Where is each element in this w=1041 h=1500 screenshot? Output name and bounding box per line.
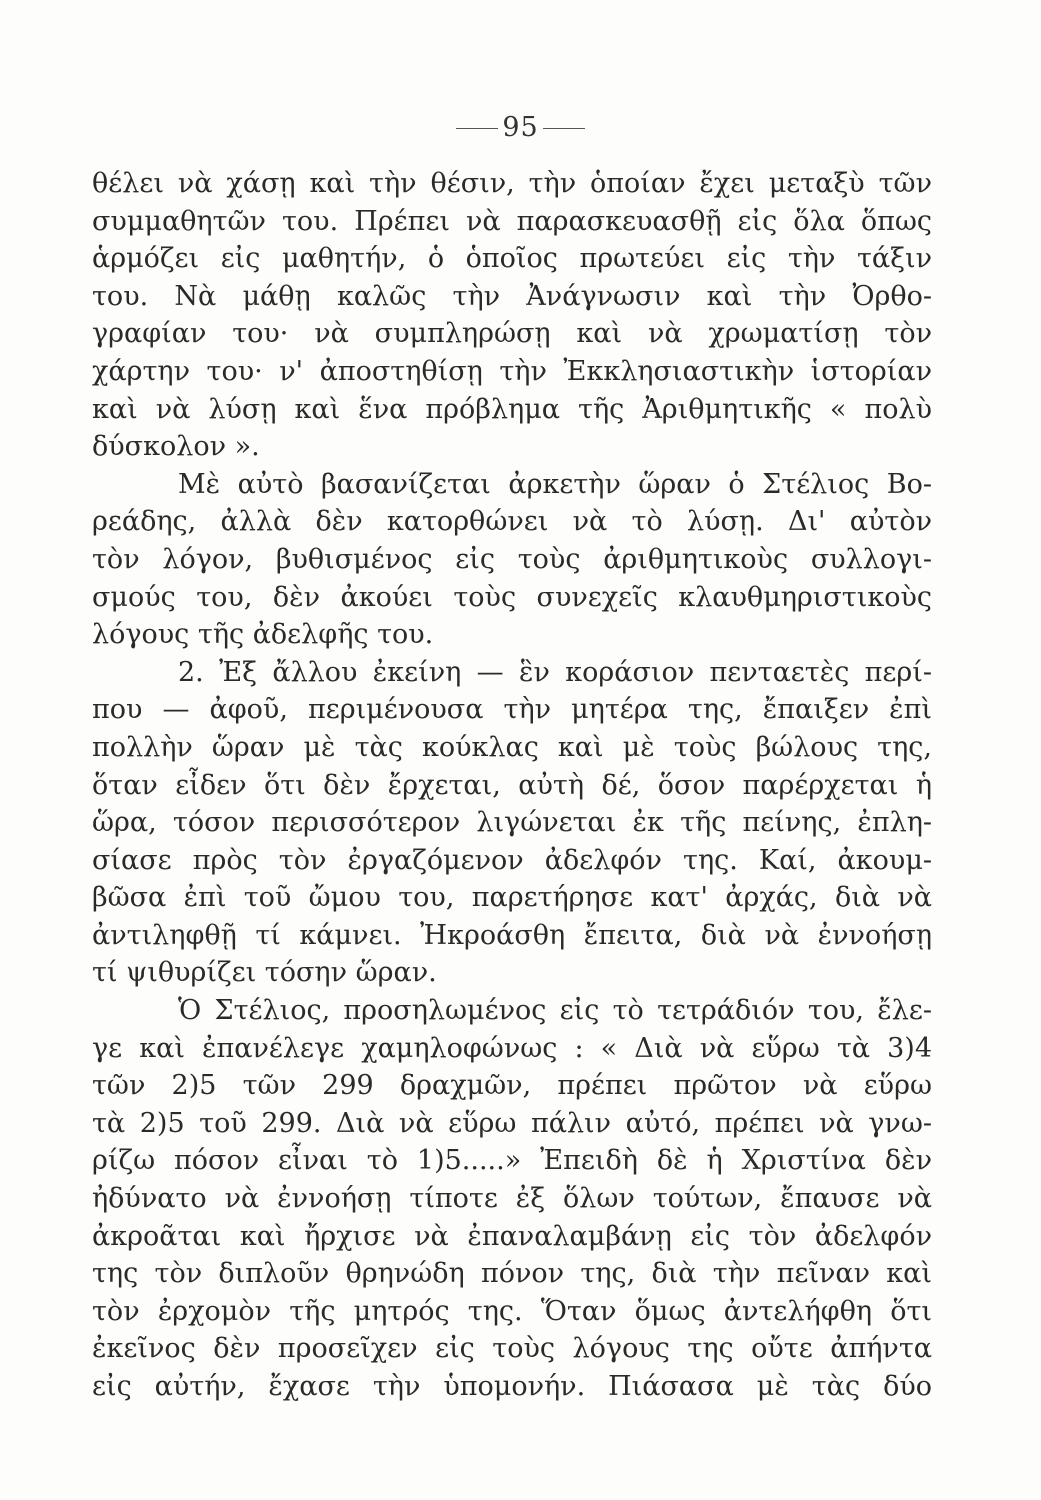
text-line: ρίζω πόσον εἶναι τὸ 1)5.....» Ἐπειδὴ δὲ ἡ Χριστίνα δὲν (92, 1145, 932, 1177)
text-line: εἰς αὐτήν, ἔχασε τὴν ὑπομονήν. Πιάσασα μὲ τὰς δύο (92, 1371, 932, 1402)
body-text (92, 165, 932, 1406)
text-line: 2. Ἐξ ἄλλου ἐκείνη — ἓν κοράσιον πενταετὲς περί- (178, 656, 932, 688)
text-line: ἠδύνατο νὰ ἐννοήσῃ τίποτε ἐξ ὅλων τούτων, ἔπαυσε νὰ (92, 1183, 932, 1215)
page-number-rule-left (456, 128, 498, 129)
text-line: χάρτην του· ν' ἀποστηθίσῃ τὴν Ἐκκλησιαστικὴν ἱστορίαν (92, 355, 932, 387)
text-line: θέλει νὰ χάσῃ καὶ τὴν θέσιν, τὴν ὁποίαν ἔχει μεταξὺ τῶν (92, 168, 932, 199)
text-line: πολλὴν ὥραν μὲ τὰς κούκλας καὶ μὲ τοὺς βώλους της, (92, 731, 932, 763)
text-line: ἁρμόζει εἰς μαθητήν, ὁ ὁποῖος πρωτεύει εἰς τὴν τάξιν (92, 243, 932, 275)
text-line: ἐκεῖνος δὲν προσεῖχεν εἰς τοὺς λόγους της οὔτε ἀπήντα (92, 1333, 932, 1365)
text-line: δύσκολον ». (92, 431, 260, 463)
text-line: που — ἀφοῦ, περιμένουσα τὴν μητέρα της, ἔπαιξεν ἐπὶ (92, 694, 932, 726)
page-number-rule-right (543, 128, 585, 129)
text-line: ὥρα, τόσον περισσότερον λιγώνεται ἐκ τῆς πείνης, ἐπλη- (92, 807, 932, 839)
text-line: τὸν λόγον, βυθισμένος εἰς τοὺς ἀριθμητικοὺς συλλογι- (92, 543, 932, 575)
text-line: Ὁ Στέλιος, προσηλωμένος εἰς τὸ τετράδιόν του, ἔλε- (178, 995, 932, 1027)
text-line: τὸν ἐρχομὸν τῆς μητρός της. Ὅταν ὅμως ἀντελήφθη ὅτι (92, 1295, 932, 1327)
text-line: ἀκροᾶται καὶ ἤρχισε νὰ ἐπαναλαμβάνῃ εἰς τὸν ἀδελφόν (92, 1220, 932, 1252)
text-line: Μὲ αὐτὸ βασανίζεται ἀρκετὴν ὥραν ὁ Στέλιος Βο- (178, 468, 932, 500)
text-line: ρεάδης, ἀλλὰ δὲν κατορθώνει νὰ τὸ λύσῃ. Δι' αὐτὸν (92, 506, 932, 538)
text-line: τὰ 2)5 τοῦ 299. Διὰ νὰ εὕρω πάλιν αὐτό, πρέπει νὰ γνω- (92, 1107, 932, 1139)
text-line: λόγους τῆς ἀδελφῆς του. (92, 619, 434, 651)
text-line: ἀντιληφθῇ τί κάμνει. Ἠκροάσθη ἔπειτα, διὰ νὰ ἐννοήσῃ (92, 919, 932, 951)
text-line: τῶν 2)5 τῶν 299 δραχμῶν, πρέπει πρῶτον νὰ εὕρω (92, 1070, 932, 1102)
text-line: καὶ νὰ λύσῃ καὶ ἕνα πρόβλημα τῆς Ἀριθμητικῆς « πολὺ (92, 393, 932, 425)
text-line: γε καὶ ἐπανέλεγε χαμηλοφώνως : « Διὰ νὰ εὕρω τὰ 3)4 (92, 1032, 932, 1064)
text-line: συμμαθητῶν του. Πρέπει νὰ παρασκευασθῇ εἰς ὅλα ὅπως (92, 205, 932, 237)
text-line: βῶσα ἐπὶ τοῦ ὤμου του, παρετήρησε κατ' ἀρχάς, διὰ νὰ (92, 882, 932, 914)
text-line: γραφίαν του· νὰ συμπληρώσῃ καὶ νὰ χρωματίσῃ τὸν (92, 318, 932, 350)
text-line: ὅταν εἶδεν ὅτι δὲν ἔρχεται, αὐτὴ δέ, ὅσον παρέρχεται ἡ (92, 769, 932, 801)
page-number-value: 95 (502, 112, 539, 143)
page-number (0, 112, 1041, 143)
text-line: του. Νὰ μάθῃ καλῶς τὴν Ἀνάγνωσιν καὶ τὴν Ὀρθο- (92, 280, 932, 312)
text-line: τί ψιθυρίζει τόσην ὥραν. (92, 957, 437, 989)
text-line: σίασε πρὸς τὸν ἐργαζόμενον ἀδελφόν της. Καί, ἀκουμ- (92, 844, 932, 876)
text-line: της τὸν διπλοῦν θρηνώδη πόνον της, διὰ τὴν πεῖναν καὶ (92, 1258, 932, 1290)
text-line: σμούς του, δὲν ἀκούει τοὺς συνεχεῖς κλαυθμηριστικοὺς (92, 581, 932, 613)
